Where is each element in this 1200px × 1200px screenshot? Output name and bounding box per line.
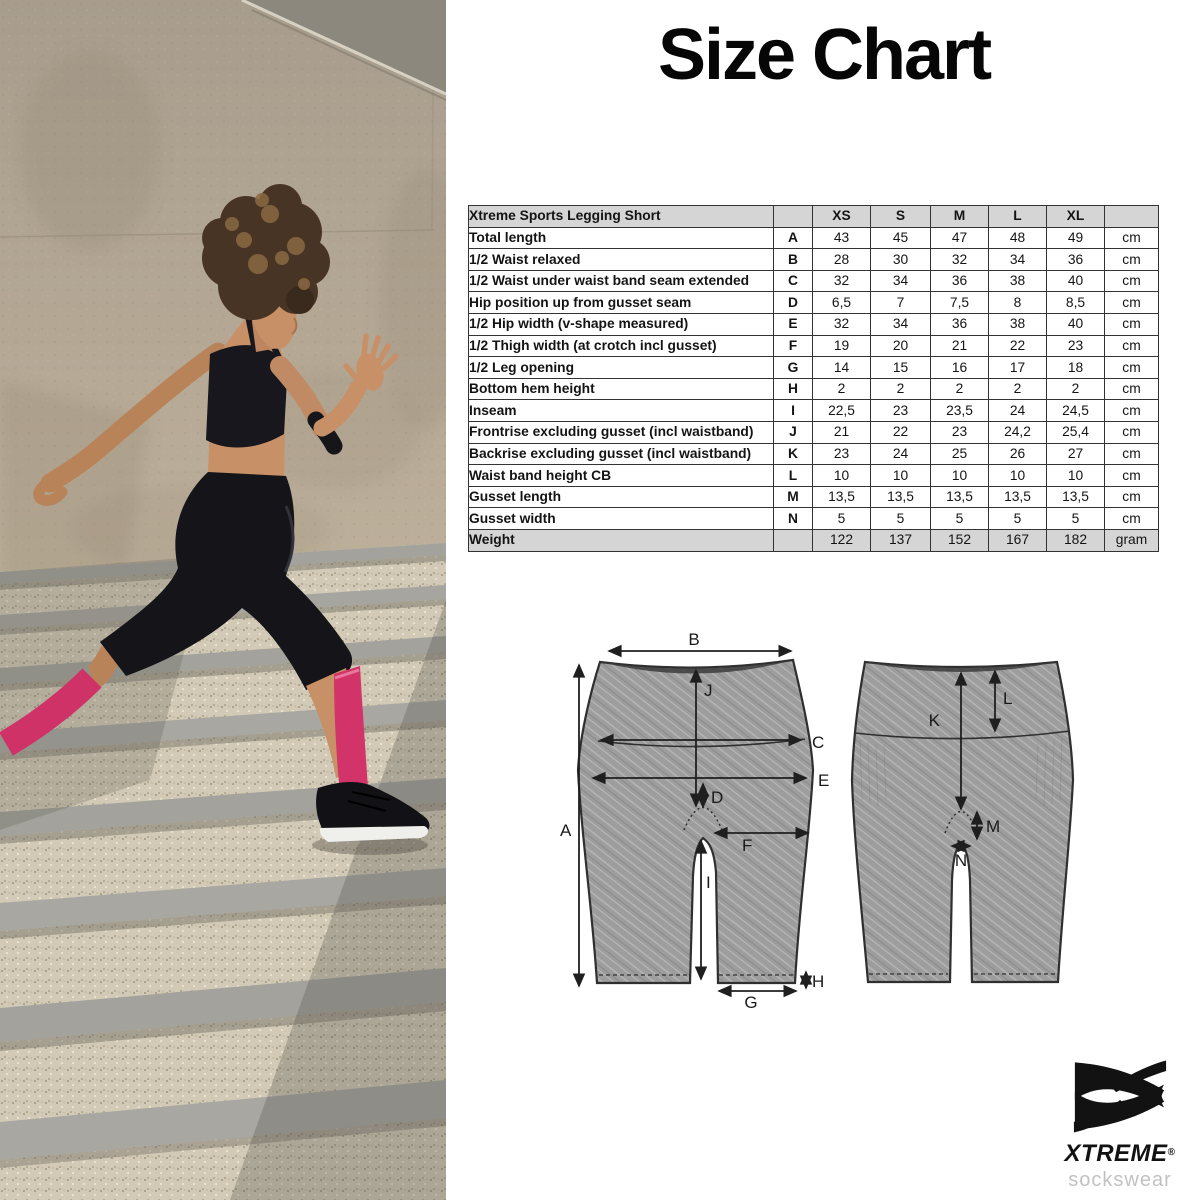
table-cell: 30 (871, 249, 931, 271)
svg-text:E: E (818, 771, 830, 790)
table-cell: 5 (989, 508, 1047, 530)
table-cell: 10 (813, 465, 871, 487)
table-cell: cm (1105, 378, 1159, 400)
table-cell: 20 (871, 335, 931, 357)
table-cell: B (774, 249, 813, 271)
table-cell: 40 (1047, 270, 1105, 292)
table-cell: 1/2 Leg opening (469, 357, 774, 379)
table-cell (774, 529, 813, 551)
table-cell: 24,5 (1047, 400, 1105, 422)
table-cell: 5 (871, 508, 931, 530)
brand-logo (1042, 1056, 1198, 1192)
table-cell: 8,5 (1047, 292, 1105, 314)
table-cell: cm (1105, 486, 1159, 508)
table-cell: G (774, 357, 813, 379)
table-row (469, 486, 1159, 508)
table-cell: cm (1105, 249, 1159, 271)
table-cell: E (774, 313, 813, 335)
table-cell: 28 (813, 249, 871, 271)
table-row (469, 529, 1159, 551)
size-header-l: L (989, 206, 1047, 228)
table-row (469, 378, 1159, 400)
table-cell: 10 (871, 465, 931, 487)
table-cell: Total length (469, 227, 774, 249)
table-cell: 15 (871, 357, 931, 379)
table-cell: 23 (871, 400, 931, 422)
table-cell: 32 (813, 313, 871, 335)
front-view-diagram (560, 630, 829, 1012)
table-row (469, 270, 1159, 292)
page-title: Size Chart (657, 15, 991, 95)
table-cell: 13,5 (989, 486, 1047, 508)
table-cell: 34 (989, 249, 1047, 271)
table-cell: 45 (871, 227, 931, 249)
unit-header-cell (1105, 206, 1159, 228)
table-cell: 14 (813, 357, 871, 379)
table-row (469, 313, 1159, 335)
table-cell: H (774, 378, 813, 400)
svg-text:L: L (1003, 689, 1013, 708)
svg-text:I: I (706, 873, 711, 892)
table-cell: M (774, 486, 813, 508)
svg-text:C: C (812, 733, 825, 752)
table-cell: Inseam (469, 400, 774, 422)
table-cell: 32 (931, 249, 989, 271)
size-table-body (469, 227, 1159, 551)
table-row (469, 465, 1159, 487)
table-cell: 2 (813, 378, 871, 400)
size-header-m: M (931, 206, 989, 228)
table-cell: F (774, 335, 813, 357)
svg-text:N: N (954, 851, 968, 870)
table-cell: 2 (871, 378, 931, 400)
size-header-s: S (871, 206, 931, 228)
table-cell: 7 (871, 292, 931, 314)
table-cell: 23 (931, 421, 989, 443)
brand-name: XTREME® (1064, 1140, 1176, 1167)
table-cell: 1/2 Waist under waist band seam extended (469, 270, 774, 292)
table-cell: Waist band height CB (469, 465, 774, 487)
table-cell: 122 (813, 529, 871, 551)
runner-photo-art (0, 0, 446, 1200)
table-cell: 10 (989, 465, 1047, 487)
product-name-cell: Xtreme Sports Legging Short (469, 206, 774, 228)
table-cell: 5 (931, 508, 989, 530)
xtreme-logo-mark (1072, 1056, 1168, 1136)
table-row (469, 335, 1159, 357)
table-cell: 7,5 (931, 292, 989, 314)
table-cell: cm (1105, 508, 1159, 530)
table-cell: 10 (931, 465, 989, 487)
back-garment-outline (852, 662, 1073, 982)
table-cell: 19 (813, 335, 871, 357)
svg-text:F: F (742, 836, 753, 855)
table-cell: C (774, 270, 813, 292)
table-cell: I (774, 400, 813, 422)
size-table (468, 205, 1159, 552)
table-cell: 43 (813, 227, 871, 249)
table-cell: 38 (989, 270, 1047, 292)
table-cell: Gusset length (469, 486, 774, 508)
table-cell: Bottom hem height (469, 378, 774, 400)
table-row (469, 357, 1159, 379)
table-cell: 34 (871, 270, 931, 292)
table-cell: 5 (1047, 508, 1105, 530)
table-cell: 1/2 Hip width (v-shape measured) (469, 313, 774, 335)
table-cell: 18 (1047, 357, 1105, 379)
letter-header-cell (774, 206, 813, 228)
table-cell: cm (1105, 270, 1159, 292)
table-cell: cm (1105, 443, 1159, 465)
table-cell: J (774, 421, 813, 443)
table-row (469, 421, 1159, 443)
table-cell: 2 (931, 378, 989, 400)
size-header-xs: XS (813, 206, 871, 228)
table-cell: 1/2 Waist relaxed (469, 249, 774, 271)
table-cell: 8 (989, 292, 1047, 314)
table-cell: 47 (931, 227, 989, 249)
table-cell: 36 (931, 270, 989, 292)
table-cell: 16 (931, 357, 989, 379)
table-cell: 152 (931, 529, 989, 551)
svg-text:K: K (928, 711, 940, 730)
table-cell: K (774, 443, 813, 465)
table-cell: 23,5 (931, 400, 989, 422)
table-cell: Backrise excluding gusset (incl waistband) (469, 443, 774, 465)
brand-subtitle: sockswear (1068, 1169, 1172, 1191)
table-cell: Hip position up from gusset seam (469, 292, 774, 314)
table-cell: 25 (931, 443, 989, 465)
table-cell: cm (1105, 335, 1159, 357)
table-cell: 5 (813, 508, 871, 530)
table-cell: 22 (871, 421, 931, 443)
table-cell: D (774, 292, 813, 314)
registered-mark: ® (1167, 1147, 1176, 1158)
svg-text:H: H (812, 972, 825, 991)
measurement-diagrams (550, 612, 1120, 1042)
table-cell: cm (1105, 357, 1159, 379)
svg-text:J: J (704, 681, 713, 700)
table-cell: 34 (871, 313, 931, 335)
table-cell: cm (1105, 421, 1159, 443)
svg-text:B: B (688, 630, 700, 649)
table-cell: 49 (1047, 227, 1105, 249)
table-cell: cm (1105, 400, 1159, 422)
table-cell: 25,4 (1047, 421, 1105, 443)
table-cell: 13,5 (931, 486, 989, 508)
table-cell: L (774, 465, 813, 487)
table-cell: 24,2 (989, 421, 1047, 443)
table-cell: 26 (989, 443, 1047, 465)
table-cell: 1/2 Thigh width (at crotch incl gusset) (469, 335, 774, 357)
table-cell: Weight (469, 529, 774, 551)
table-cell: 36 (931, 313, 989, 335)
svg-text:G: G (744, 993, 758, 1012)
svg-text:M: M (986, 817, 1001, 836)
table-cell: 10 (1047, 465, 1105, 487)
table-cell: 23 (1047, 335, 1105, 357)
table-cell: 48 (989, 227, 1047, 249)
table-cell: 22 (989, 335, 1047, 357)
table-cell: 182 (1047, 529, 1105, 551)
table-cell: 24 (989, 400, 1047, 422)
svg-text:D: D (711, 788, 724, 807)
table-cell: 13,5 (871, 486, 931, 508)
table-cell: Frontrise excluding gusset (incl waistband) (469, 421, 774, 443)
table-header-row (469, 206, 1159, 228)
size-header-xl: XL (1047, 206, 1105, 228)
table-row (469, 249, 1159, 271)
table-cell: 36 (1047, 249, 1105, 271)
table-cell: 13,5 (813, 486, 871, 508)
table-cell: 24 (871, 443, 931, 465)
table-cell: A (774, 227, 813, 249)
table-cell: 13,5 (1047, 486, 1105, 508)
table-cell: 2 (989, 378, 1047, 400)
table-cell: N (774, 508, 813, 530)
table-cell: 17 (989, 357, 1047, 379)
table-cell: 21 (931, 335, 989, 357)
table-cell: 32 (813, 270, 871, 292)
table-row (469, 508, 1159, 530)
table-cell: 27 (1047, 443, 1105, 465)
table-cell: cm (1105, 292, 1159, 314)
stairs (0, 543, 446, 1200)
table-cell: 6,5 (813, 292, 871, 314)
table-cell: gram (1105, 529, 1159, 551)
table-row (469, 227, 1159, 249)
runner-photo (0, 0, 446, 1200)
table-cell: 2 (1047, 378, 1105, 400)
table-cell: 22,5 (813, 400, 871, 422)
table-cell: cm (1105, 313, 1159, 335)
back-view-diagram (852, 662, 1073, 982)
table-cell: 40 (1047, 313, 1105, 335)
table-cell: Gusset width (469, 508, 774, 530)
table-cell: 38 (989, 313, 1047, 335)
table-cell: cm (1105, 227, 1159, 249)
table-cell: 23 (813, 443, 871, 465)
table-cell: 137 (871, 529, 931, 551)
table-row (469, 443, 1159, 465)
table-cell: cm (1105, 465, 1159, 487)
table-cell: 21 (813, 421, 871, 443)
table-row (469, 400, 1159, 422)
table-row (469, 292, 1159, 314)
svg-text:A: A (560, 821, 572, 840)
table-cell: 167 (989, 529, 1047, 551)
